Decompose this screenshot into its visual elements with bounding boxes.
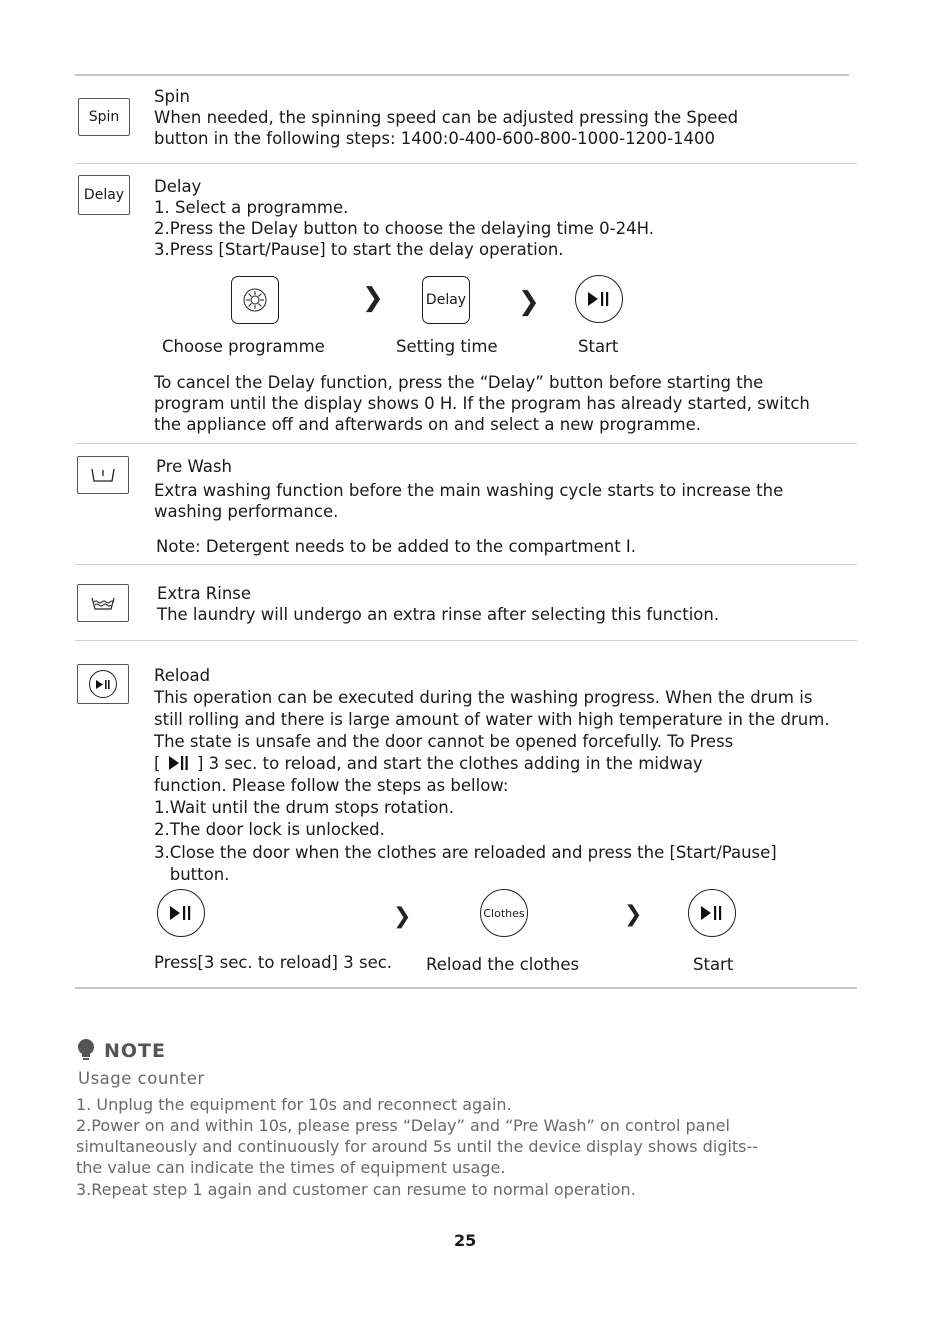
spin-title: Spin bbox=[154, 87, 190, 106]
caption-reload-clothes: Reload the clothes bbox=[426, 955, 580, 974]
bracket-open: [ bbox=[154, 754, 161, 773]
page-number: 25 bbox=[454, 1231, 477, 1250]
prewash-tub-icon bbox=[77, 456, 129, 494]
delay-step-button-icon bbox=[422, 276, 470, 324]
reload-line-4-text: ] 3 sec. to reload, and start the clothes adding in the midway bbox=[196, 754, 703, 773]
delay-line-1: 1. Select a programme. bbox=[154, 198, 349, 217]
reload-step-2: 2.The door lock is unlocked. bbox=[154, 820, 385, 839]
delay-title: Delay bbox=[154, 177, 202, 196]
reload-step-1: 1.Wait until the drum stops rotation. bbox=[154, 798, 454, 817]
rinse-line: The laundry will undergo an extra rinse after selecting this function. bbox=[157, 605, 720, 624]
chevron-right-icon: ❯ bbox=[393, 904, 412, 929]
reload-step-3b: button. bbox=[154, 865, 230, 884]
note-subheading: Usage counter bbox=[78, 1069, 205, 1088]
play-pause-icon bbox=[89, 670, 117, 698]
reload-line-4 bbox=[154, 753, 703, 777]
delay-cancel-line-1: To cancel the Delay function, press the “Delay” button before starting the bbox=[154, 373, 764, 392]
note-heading: NOTE bbox=[104, 1040, 166, 1062]
spin-line-2: button in the following steps: 1400:0-400-600-800-1000-1200-1400 bbox=[154, 129, 716, 148]
lightbulb-icon bbox=[76, 1039, 96, 1065]
play-pause-icon bbox=[688, 889, 736, 937]
note-line-4: the value can indicate the times of equipment usage. bbox=[76, 1158, 506, 1177]
caption-setting-time: Setting time bbox=[396, 337, 498, 356]
reload-key-icon bbox=[77, 664, 129, 704]
delay-step-label: Delay bbox=[425, 292, 467, 308]
rinse-title: Extra Rinse bbox=[157, 584, 252, 603]
bottom-divider bbox=[75, 987, 857, 989]
note-line-5: 3.Repeat step 1 again and customer can resume to normal operation. bbox=[76, 1180, 636, 1199]
divider-rinse bbox=[75, 640, 857, 641]
prewash-title: Pre Wash bbox=[156, 457, 232, 476]
delay-key-label: Delay bbox=[83, 187, 125, 203]
prewash-line-2: washing performance. bbox=[154, 502, 339, 521]
divider-spin bbox=[75, 163, 857, 164]
prewash-line-1: Extra washing function before the main washing cycle starts to increase the bbox=[154, 481, 784, 500]
clothes-label: Clothes bbox=[483, 906, 525, 920]
top-divider bbox=[75, 74, 849, 76]
play-pause-icon bbox=[575, 275, 623, 323]
reload-line-1: This operation can be executed during the washing progress. When the drum is bbox=[154, 688, 813, 707]
note-line-3: simultaneously and continuously for around 5s until the device display shows digits-- bbox=[76, 1137, 759, 1156]
spin-key-label: Spin bbox=[88, 109, 120, 125]
spin-line-1: When needed, the spinning speed can be adjusted pressing the Speed bbox=[154, 108, 739, 127]
reload-step-3: 3.Close the door when the clothes are reloaded and press the [Start/Pause] bbox=[154, 843, 777, 862]
caption-start: Start bbox=[578, 337, 619, 356]
delay-cancel-line-2: program until the display shows 0 H. If the program has already started, switch bbox=[154, 394, 810, 413]
play-pause-icon bbox=[168, 755, 190, 777]
extra-rinse-icon bbox=[77, 584, 129, 622]
spin-key-icon bbox=[78, 98, 130, 136]
clothes-button-icon bbox=[480, 889, 528, 937]
prewash-note: Note: Detergent needs to be added to the compartment I. bbox=[156, 537, 637, 556]
note-line-1: 1. Unplug the equipment for 10s and reconnect again. bbox=[76, 1095, 512, 1114]
divider-prewash bbox=[75, 564, 857, 565]
reload-title: Reload bbox=[154, 666, 211, 685]
chevron-right-icon: ❯ bbox=[362, 283, 384, 313]
reload-line-3: The state is unsafe and the door cannot be opened forcefully. To Press bbox=[154, 732, 734, 751]
caption-choose-programme: Choose programme bbox=[162, 337, 325, 356]
delay-line-3: 3.Press [Start/Pause] to start the delay operation. bbox=[154, 240, 564, 259]
delay-cancel-line-3: the appliance off and afterwards on and select a new programme. bbox=[154, 415, 701, 434]
reload-line-2: still rolling and there is large amount of water with high temperature in the drum. bbox=[154, 710, 830, 729]
divider-delay bbox=[75, 443, 857, 444]
chevron-right-icon: ❯ bbox=[624, 902, 643, 927]
delay-key-icon bbox=[78, 175, 130, 215]
reload-line-5: function. Please follow the steps as bellow: bbox=[154, 776, 509, 795]
caption-press-reload: Press[3 sec. to reload] 3 sec. bbox=[154, 953, 393, 972]
delay-line-2: 2.Press the Delay button to choose the delaying time 0-24H. bbox=[154, 219, 654, 238]
caption-reload-start: Start bbox=[693, 955, 734, 974]
play-pause-icon bbox=[157, 889, 205, 937]
programme-dial-icon bbox=[231, 276, 279, 324]
note-line-2: 2.Power on and within 10s, please press “Delay” and “Pre Wash” on control panel bbox=[76, 1116, 730, 1135]
chevron-right-icon: ❯ bbox=[518, 287, 540, 317]
